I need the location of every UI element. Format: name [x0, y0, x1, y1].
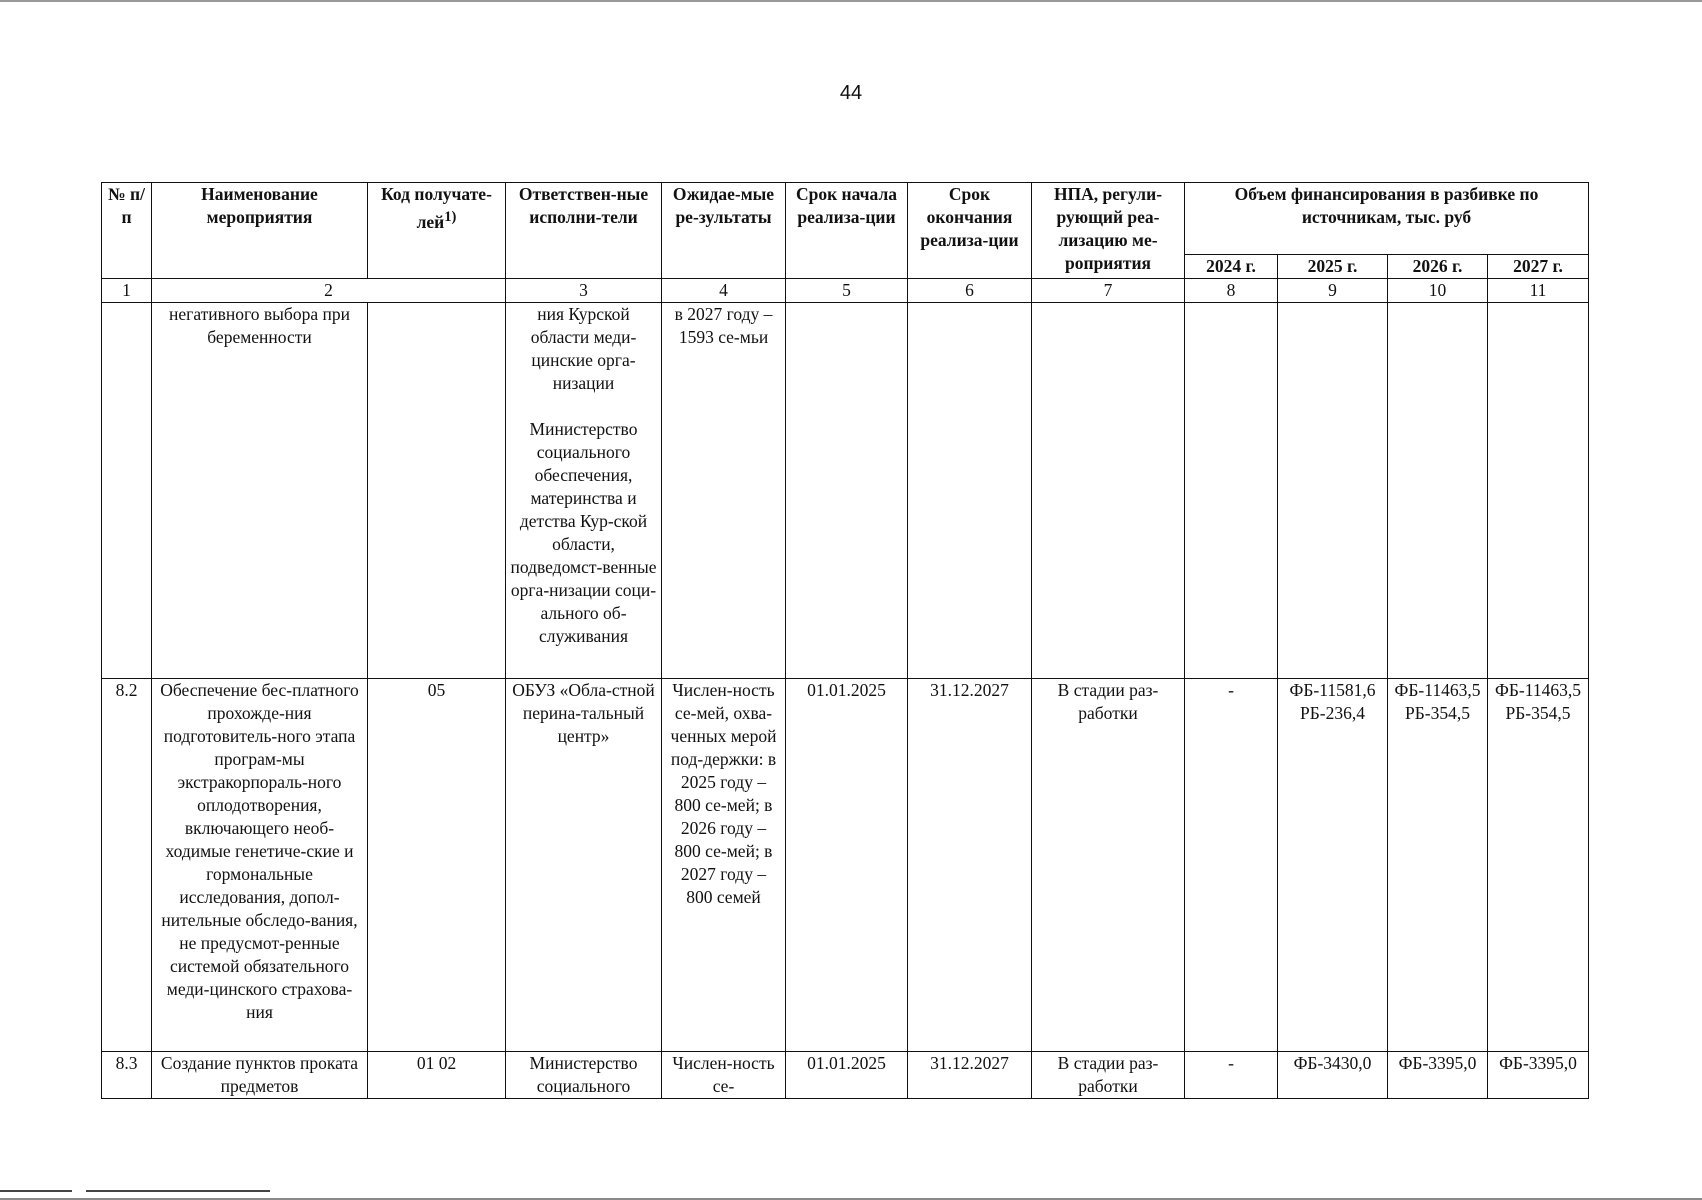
cell-results: в 2027 году – 1593 се-мьи: [662, 303, 786, 679]
cell-2024: -: [1185, 1052, 1278, 1099]
header-year-2027: 2027 г.: [1488, 255, 1589, 279]
cell-end: 31.12.2027: [908, 679, 1032, 1052]
cell-end: 31.12.2027: [908, 1052, 1032, 1099]
cell-results: Числен-ность се-мей, охва-ченных мерой под-держки: в 2025 году – 800 се-мей; в 2026 году – 800 се-мей; в 2027 году – 800 семей: [662, 679, 786, 1052]
header-end: Срок окончания реализа-ции: [908, 183, 1032, 279]
colnum-2: 2: [152, 279, 506, 303]
table-row: [102, 303, 1589, 679]
cell-num: 8.2: [102, 679, 152, 1052]
cell-name: Создание пунктов проката предметов: [152, 1052, 368, 1099]
cell-2024: -: [1185, 679, 1278, 1052]
cell-responsible: ОБУЗ «Обла-стной перина-тальный центр»: [506, 679, 662, 1052]
colnum-11: 11: [1488, 279, 1589, 303]
scan-edge-top: [0, 0, 1702, 2]
cell-2026: ФБ-11463,5 РБ-354,5: [1388, 679, 1488, 1052]
cell-end: [908, 303, 1032, 679]
cell-name: Обеспечение бес-платного прохожде-ния подготовитель-ного этапа програм-мы экстракорпораль-ного оплодотворения, включающего необ-ходимые генетиче-ские и гормональные исследования, допол-нительные обследо-вания, не предусмот-ренные системой обязательного меди-цинского страхова-ния: [152, 679, 368, 1052]
cell-code: 01 02: [368, 1052, 506, 1099]
header-year-2026: 2026 г.: [1388, 255, 1488, 279]
colnum-3: 3: [506, 279, 662, 303]
cell-start: 01.01.2025: [786, 679, 908, 1052]
colnum-6: 6: [908, 279, 1032, 303]
header-responsible: Ответствен-ные исполни-тели: [506, 183, 662, 279]
cell-npa: В стадии раз-работки: [1032, 679, 1185, 1052]
header-start: Срок начала реализа-ции: [786, 183, 908, 279]
cell-start: [786, 303, 908, 679]
header-code: [368, 183, 506, 279]
cell-npa: В стадии раз-работки: [1032, 1052, 1185, 1099]
colnum-9: 9: [1278, 279, 1388, 303]
cell-responsible-part-2: Министерство социального обеспечения, материнства и детства Кур-ской области, подведомст-венные орга-низации соци-ального об-служивания: [510, 419, 657, 646]
colnum-5: 5: [786, 279, 908, 303]
header-year-2024: 2024 г.: [1185, 255, 1278, 279]
cell-start: 01.01.2025: [786, 1052, 908, 1099]
colnum-1: 1: [102, 279, 152, 303]
cell-responsible-gap: [510, 395, 657, 418]
cell-2026: ФБ-3395,0: [1388, 1052, 1488, 1099]
cell-2025: ФБ-3430,0: [1278, 1052, 1388, 1099]
cell-code: 05: [368, 679, 506, 1052]
cell-2027: ФБ-11463,5 РБ-354,5: [1488, 679, 1589, 1052]
colnum-7: 7: [1032, 279, 1185, 303]
cell-2027: ФБ-3395,0: [1488, 1052, 1589, 1099]
page-number: 44: [839, 82, 863, 104]
cell-name: негативного выбора при беременности: [152, 303, 368, 679]
header-npa: НПА, регули-рующий реа-лизацию ме-роприятия: [1032, 183, 1185, 279]
cell-code: [368, 303, 506, 679]
cell-num: [102, 303, 152, 679]
footer-rule-left: [0, 1190, 72, 1192]
cell-2025: ФБ-11581,6 РБ-236,4: [1278, 679, 1388, 1052]
header-code-text: Код получате-лей: [381, 184, 492, 232]
cell-2025: [1278, 303, 1388, 679]
colnum-4: 4: [662, 279, 786, 303]
header-results: Ожидае-мые ре-зультаты: [662, 183, 786, 279]
header-year-2025: 2025 г.: [1278, 255, 1388, 279]
header-num: № п/п: [102, 183, 152, 279]
header-funding: Объем финансирования в разбивке по источникам, тыс. руб: [1185, 183, 1589, 255]
colnum-8: 8: [1185, 279, 1278, 303]
footer-rule-right: [86, 1190, 270, 1192]
colnum-10: 10: [1388, 279, 1488, 303]
measures-table: [101, 182, 1589, 1099]
cell-responsible-part-1: ния Курской области меди-цинские орга-низации: [530, 304, 637, 393]
header-code-footnote: 1): [444, 209, 457, 225]
cell-responsible: Министерство социального: [506, 1052, 662, 1099]
cell-npa: [1032, 303, 1185, 679]
table-row: [102, 1052, 1589, 1099]
cell-2027: [1488, 303, 1589, 679]
cell-results: Числен-ность се-: [662, 1052, 786, 1099]
table-row: [102, 679, 1589, 1052]
header-row: [102, 183, 1589, 255]
header-name: Наименование мероприятия: [152, 183, 368, 279]
cell-2026: [1388, 303, 1488, 679]
column-number-row: [102, 279, 1589, 303]
cell-num: 8.3: [102, 1052, 152, 1099]
cell-responsible: [506, 303, 662, 679]
cell-2024: [1185, 303, 1278, 679]
